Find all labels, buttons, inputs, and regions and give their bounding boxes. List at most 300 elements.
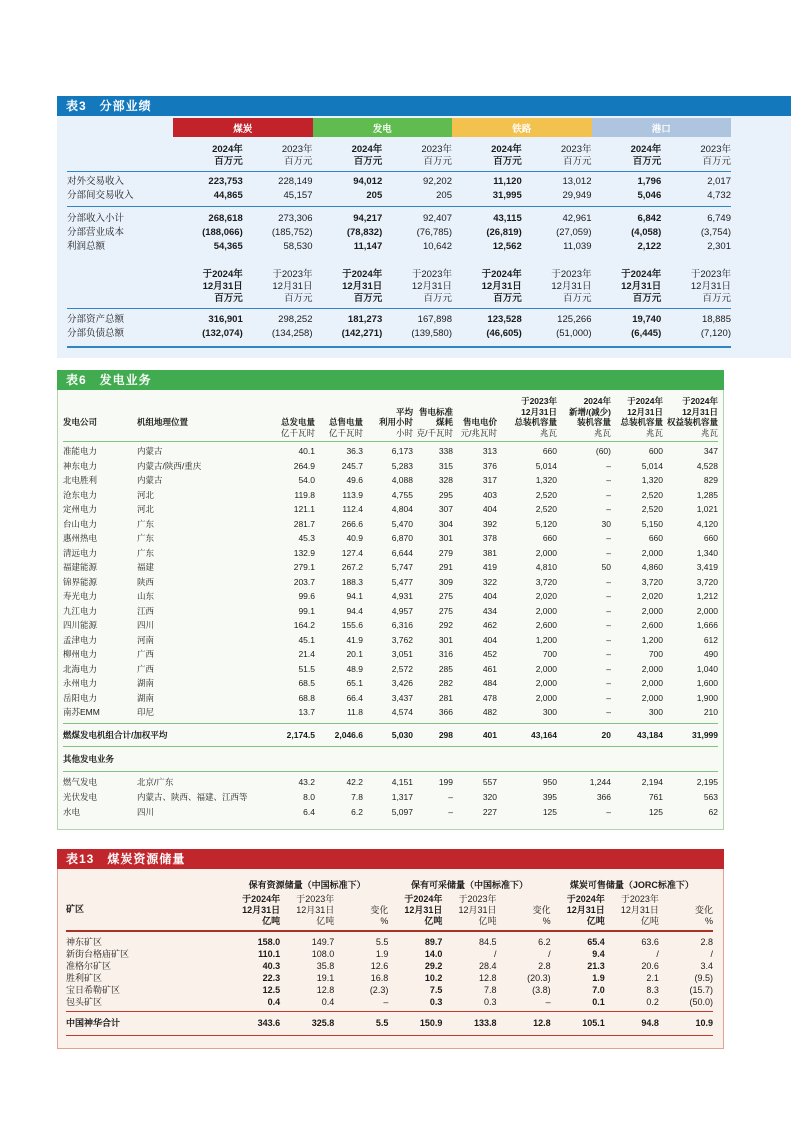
header-unit: 兆瓦 xyxy=(700,427,718,438)
table6-total-row xyxy=(63,723,718,748)
company-name: 北海电力 xyxy=(63,663,98,674)
header-line: 于2023年 xyxy=(296,894,335,904)
cell: – xyxy=(606,533,611,543)
cell: 7.0 xyxy=(592,985,605,995)
segment-label: 港口 xyxy=(651,123,671,135)
header-line: 12月31日 xyxy=(296,905,335,915)
group-spacer xyxy=(66,869,226,891)
cell: 2,520 xyxy=(641,504,663,514)
date-line: 12月31日 xyxy=(272,281,313,292)
header-line: 机组地理位置 xyxy=(137,416,189,427)
cell: / xyxy=(548,949,551,959)
page-content xyxy=(57,96,791,1049)
total-cell: 20 xyxy=(601,729,611,740)
cell: – xyxy=(606,649,611,659)
plant-location: 陕西 xyxy=(137,576,155,587)
cell: 19.1 xyxy=(316,973,335,983)
company-name: 永州电力 xyxy=(63,678,98,688)
table-row xyxy=(67,212,731,226)
cell: 612 xyxy=(703,634,718,645)
date-line: 百万元 xyxy=(632,293,662,304)
cell: 4,755 xyxy=(391,489,413,500)
total-cell: 12.8 xyxy=(533,1018,551,1028)
table-row xyxy=(66,936,713,948)
cell: 281.7 xyxy=(293,518,315,529)
mine-name: 宝日希勒矿区 xyxy=(66,985,121,995)
cell: 6.4 xyxy=(303,807,315,817)
column-header xyxy=(611,390,663,441)
cell: – xyxy=(606,620,611,630)
date-line: 12月31日 xyxy=(690,281,731,292)
plant-location: 河北 xyxy=(137,489,155,500)
cell: – xyxy=(383,997,389,1007)
sub-column-header xyxy=(442,891,496,930)
reserve-group-label: 保有可采储量（中国标准下） xyxy=(410,880,528,890)
table-row xyxy=(63,502,718,517)
cell: 304 xyxy=(438,518,453,529)
table13-group-header xyxy=(66,869,713,891)
cell: 10,642 xyxy=(422,241,452,252)
date-line: 百万元 xyxy=(283,293,313,304)
segment-header-railway xyxy=(452,118,592,137)
cell: – xyxy=(606,576,611,587)
year-label: 2023年 xyxy=(560,144,592,155)
total-cell: 298 xyxy=(438,729,453,740)
cell: – xyxy=(606,605,611,616)
table-row xyxy=(66,972,713,984)
cell: 273,306 xyxy=(278,213,313,224)
cell: 1,320 xyxy=(641,475,663,485)
header-line: 利用小时 xyxy=(378,417,413,427)
cell: 5,150 xyxy=(641,518,663,529)
table3-segment-color-header xyxy=(67,116,731,137)
cell: – xyxy=(606,475,611,485)
cell: – xyxy=(606,807,611,817)
table-row xyxy=(63,691,718,706)
cell: – xyxy=(448,792,453,802)
cell: 2,000 xyxy=(535,678,557,688)
sub-column-header xyxy=(280,891,334,930)
cell: 6.2 xyxy=(351,807,363,817)
cell: 1,666 xyxy=(696,620,718,630)
cell: 227 xyxy=(482,807,497,817)
plant-location: 广东 xyxy=(137,518,155,529)
table-row xyxy=(63,662,718,677)
cell: 44,865 xyxy=(213,190,243,201)
total-cell: 2,174.5 xyxy=(286,729,315,740)
date-line: 于2024年 xyxy=(202,269,243,280)
plant-location: 四川 xyxy=(137,620,155,630)
cell: – xyxy=(606,591,611,601)
year-2024-header xyxy=(313,137,383,171)
cell: 181,273 xyxy=(347,314,383,325)
cell: 30 xyxy=(601,518,611,529)
date-2024-header xyxy=(452,262,522,308)
header-line: 2024年 xyxy=(583,396,611,406)
cell: 3,720 xyxy=(696,576,718,587)
row-label: 分部营业成本 xyxy=(67,227,125,238)
year-label: 2024年 xyxy=(212,144,243,155)
total-cell: 133.8 xyxy=(474,1018,497,1028)
cell: – xyxy=(606,460,611,471)
company-name: 台山电力 xyxy=(63,518,98,529)
cell: 11.8 xyxy=(347,707,363,717)
cell: 2,572 xyxy=(391,663,413,674)
header-line: 售电电价 xyxy=(462,417,497,427)
table-row xyxy=(67,313,731,327)
table-row xyxy=(63,705,718,720)
cell: 199 xyxy=(438,777,453,787)
cell: 5,470 xyxy=(391,518,413,529)
cell: 65.1 xyxy=(346,678,363,688)
cell: 99.6 xyxy=(298,591,315,601)
cell: 300 xyxy=(542,707,557,717)
table-row xyxy=(63,775,718,790)
cell: 3,051 xyxy=(391,649,413,659)
sub-column-header xyxy=(497,891,551,930)
cell: 66.4 xyxy=(346,692,363,703)
header-unit: 亿吨 xyxy=(586,916,605,926)
table13-coal-reserves xyxy=(57,849,724,1049)
cell: 2,000 xyxy=(535,663,557,674)
cell: 11,120 xyxy=(493,176,522,187)
column-header xyxy=(663,390,718,441)
cell: 12.8 xyxy=(316,985,335,995)
cell: 395 xyxy=(542,792,557,802)
cell: 0.4 xyxy=(267,997,281,1007)
cell: 403 xyxy=(482,489,497,500)
cell: 7.8 xyxy=(484,985,497,995)
cell: 4,931 xyxy=(391,591,413,601)
cell: 12,562 xyxy=(492,241,522,252)
total-cell: 150.9 xyxy=(419,1018,443,1028)
cell: 113.9 xyxy=(342,489,363,500)
cell: (134,258) xyxy=(271,328,313,339)
header-unit: 兆瓦 xyxy=(539,427,557,438)
cell: 94,217 xyxy=(353,213,383,224)
column-header xyxy=(265,390,315,441)
plant-location: 广东 xyxy=(137,547,155,558)
cell: 557 xyxy=(482,777,497,787)
date-line: 百万元 xyxy=(353,293,383,304)
header-unit: 兆瓦 xyxy=(645,427,663,438)
header-unit: 亿吨 xyxy=(478,916,497,926)
table-row xyxy=(67,327,731,341)
year-2024-header xyxy=(452,137,522,171)
cell: (132,074) xyxy=(202,328,243,339)
cell: 2,000 xyxy=(535,605,557,616)
cell: 49.6 xyxy=(346,475,363,485)
table6-other-section-header xyxy=(63,747,718,772)
row-label: 对外交易收入 xyxy=(67,176,125,187)
column-header xyxy=(557,390,611,441)
plant-location: 广西 xyxy=(137,649,155,659)
cell: 164.2 xyxy=(293,620,315,630)
cell: 462 xyxy=(482,620,497,630)
cell: 84.5 xyxy=(479,937,497,947)
cell: 660 xyxy=(648,533,663,543)
cell: 1,212 xyxy=(696,591,718,601)
company-name: 锦界能源 xyxy=(63,576,98,587)
table-row xyxy=(63,531,718,546)
cell: 2,194 xyxy=(641,777,663,787)
table13-sub-header xyxy=(66,891,713,932)
cell: 6,749 xyxy=(707,213,731,224)
column-header xyxy=(363,390,413,441)
table6-other-section-label: 其他发电业务 xyxy=(63,754,115,764)
cell: 40.1 xyxy=(298,446,315,456)
cell: 285 xyxy=(438,663,453,674)
cell: 2,000 xyxy=(696,605,718,616)
cell: 5,747 xyxy=(391,562,413,572)
cell: 0.4 xyxy=(321,997,335,1007)
cell: 4,804 xyxy=(391,504,413,514)
cell: 4,120 xyxy=(696,518,718,529)
cell: 2,000 xyxy=(535,547,557,558)
table6-title-bar xyxy=(57,370,724,390)
table6-body xyxy=(57,390,724,830)
plant-location: 内蒙古/陕西/重庆 xyxy=(137,460,202,471)
cell: 3,426 xyxy=(391,678,413,688)
header-line: 售电标准 xyxy=(418,406,453,417)
cell: 6,644 xyxy=(391,547,413,558)
plant-location: 湖南 xyxy=(137,692,155,703)
cell: 45.3 xyxy=(298,533,315,543)
total-cell: 5.5 xyxy=(375,1018,389,1028)
date-line: 百万元 xyxy=(214,293,243,304)
table3-date-header xyxy=(67,262,731,309)
cell: 338 xyxy=(438,446,453,456)
cell: 298,252 xyxy=(278,314,313,325)
company-name: 九江电力 xyxy=(63,605,98,616)
table6-column-header xyxy=(63,390,718,442)
segment-header-port xyxy=(592,118,732,137)
cell: 7.8 xyxy=(351,792,363,802)
cell: 315 xyxy=(438,460,453,471)
cell: 210 xyxy=(703,707,718,717)
cell: 89.7 xyxy=(424,937,443,947)
cell: 13,012 xyxy=(562,176,592,187)
table-row xyxy=(67,175,731,189)
cell: 42,961 xyxy=(562,213,592,224)
cell: 18,885 xyxy=(701,314,731,325)
cell: 22.3 xyxy=(262,973,281,983)
header-line: 于2023年 xyxy=(521,396,557,406)
cell: 2,600 xyxy=(641,620,663,630)
cell: 1,200 xyxy=(535,634,557,645)
header-unit: % xyxy=(380,916,389,926)
mine-name: 新街台格庙矿区 xyxy=(66,949,130,959)
plant-location: 内蒙古、陕西、福建、江西等 xyxy=(137,792,248,802)
cell: 1,040 xyxy=(696,663,718,674)
company-name: 岳阳电力 xyxy=(63,692,98,703)
cell: (50.0) xyxy=(689,997,713,1007)
year-label: 2024年 xyxy=(351,144,383,155)
cell: 2,520 xyxy=(535,504,557,514)
segment-label: 煤炭 xyxy=(233,123,253,135)
cell: – xyxy=(606,678,611,688)
cell: (51,000) xyxy=(556,328,592,339)
table3-balance-block xyxy=(67,309,731,348)
cell: 43,115 xyxy=(493,213,522,224)
cell: 281 xyxy=(438,692,453,703)
column-header xyxy=(413,390,453,441)
cell: 2,017 xyxy=(707,176,731,187)
row-label: 分部收入小计 xyxy=(67,213,125,224)
table13-title: 表13 煤炭资源储量 xyxy=(66,852,186,866)
cell: 6,173 xyxy=(391,446,413,456)
cell: 92,407 xyxy=(422,213,452,224)
cell: 12.8 xyxy=(479,973,497,983)
segment-header-power xyxy=(313,118,453,137)
segment-label: 发电 xyxy=(372,123,392,135)
date-line: 百万元 xyxy=(423,293,452,304)
cell: (3,754) xyxy=(700,227,731,238)
cell: 11,147 xyxy=(353,241,383,252)
cell: (188,066) xyxy=(202,227,243,238)
cell: 300 xyxy=(648,707,663,717)
unit-label: 百万元 xyxy=(283,156,313,167)
total-cell: 43,184 xyxy=(637,729,663,740)
cell: 4,732 xyxy=(707,190,731,201)
table6-power-generation xyxy=(57,370,724,830)
header-unit: 亿吨 xyxy=(424,916,443,926)
cell: – xyxy=(606,692,611,703)
cell: 2,000 xyxy=(535,692,557,703)
cell: 4,528 xyxy=(696,460,718,471)
cell: (26,819) xyxy=(486,227,522,238)
cell: 132.9 xyxy=(293,547,315,558)
segment-header-coal xyxy=(173,118,313,137)
cell: 490 xyxy=(703,649,718,659)
cell: 245.7 xyxy=(341,460,363,471)
header-unit: 元/兆瓦时 xyxy=(460,427,497,438)
cell: 5,283 xyxy=(391,460,413,471)
row-label: 分部间交易收入 xyxy=(67,190,134,201)
date-line: 12月31日 xyxy=(481,281,522,292)
cell: 2,122 xyxy=(637,241,662,252)
date-2023-header xyxy=(522,262,592,308)
table-row xyxy=(63,459,718,474)
year-label: 2024年 xyxy=(630,144,662,155)
company-name: 柳州电力 xyxy=(63,649,98,659)
header-line: 变化 xyxy=(532,905,551,915)
sub-column-header xyxy=(551,891,605,930)
table-row xyxy=(63,575,718,590)
plant-location: 广东 xyxy=(137,533,155,543)
header-line: 新增/(减少) xyxy=(568,406,611,417)
reserve-group-label: 煤炭可售储量（JORC标准下） xyxy=(569,880,694,890)
cell: 125 xyxy=(648,807,663,817)
cell: (78,832) xyxy=(346,227,383,238)
cell: 1.9 xyxy=(592,973,605,983)
cell: 275 xyxy=(438,591,453,601)
unit-label: 百万元 xyxy=(632,156,662,167)
table3-year-header xyxy=(67,137,731,172)
cell: 12.5 xyxy=(262,985,281,995)
cell: 3,720 xyxy=(641,576,663,587)
date-line: 12月31日 xyxy=(411,281,452,292)
cell: 21.3 xyxy=(587,961,605,971)
total-label: 中国神华合计 xyxy=(66,1018,121,1028)
cell: 4,151 xyxy=(391,777,413,787)
cell: 203.7 xyxy=(293,576,315,587)
cell: 301 xyxy=(438,533,453,543)
cell: 94,012 xyxy=(353,176,383,187)
cell: 404 xyxy=(482,591,497,601)
cell: 1,320 xyxy=(535,475,557,485)
cell: 6,842 xyxy=(637,213,662,224)
date-line: 12月31日 xyxy=(342,281,383,292)
year-label: 2024年 xyxy=(491,144,522,155)
cell: 268,618 xyxy=(208,213,243,224)
plant-location: 江西 xyxy=(137,605,155,616)
cell: 13.7 xyxy=(298,707,315,717)
table6-coal-rows xyxy=(63,442,718,720)
cell: 1,021 xyxy=(696,504,718,514)
cell: 54,365 xyxy=(213,241,243,252)
header-line: 12月31日 xyxy=(566,905,605,915)
cell: 149.7 xyxy=(311,937,335,947)
column-header xyxy=(137,390,265,441)
date-line: 于2024年 xyxy=(342,269,383,280)
cell: 660 xyxy=(703,533,718,543)
plant-location: 河北 xyxy=(137,504,155,514)
company-name: 准能电力 xyxy=(63,446,98,456)
cell: 94.1 xyxy=(346,591,363,601)
total-cell: 343.6 xyxy=(257,1018,281,1028)
table-row xyxy=(63,473,718,488)
cell: 94.4 xyxy=(346,605,363,616)
cell: 9.4 xyxy=(592,949,605,959)
date-2024-header xyxy=(313,262,383,308)
date-2023-header xyxy=(243,262,313,308)
cell: – xyxy=(606,663,611,674)
header-unit: 亿吨 xyxy=(640,916,659,926)
unit-label: 百万元 xyxy=(493,156,522,167)
cell: 205 xyxy=(366,190,383,201)
cell: 1,340 xyxy=(696,547,718,558)
year-2023-header xyxy=(243,137,313,171)
header-line: 12月31日 xyxy=(682,406,718,417)
row-label: 分部资产总额 xyxy=(67,314,125,325)
cell: 125 xyxy=(542,807,557,817)
year-2024-header xyxy=(173,137,243,171)
date-line: 12月31日 xyxy=(621,281,662,292)
cell: 279 xyxy=(438,547,453,558)
table6-other-rows xyxy=(63,772,718,820)
total-cell: 325.8 xyxy=(311,1018,335,1028)
cell: 2,020 xyxy=(535,591,557,601)
cell: (142,271) xyxy=(341,328,383,339)
company-name: 孟津电力 xyxy=(63,634,98,645)
table-row xyxy=(63,589,718,604)
year-label: 2023年 xyxy=(700,144,731,155)
plant-location: 四川 xyxy=(137,807,155,817)
cell: 266.6 xyxy=(341,518,363,529)
header-line: 12月31日 xyxy=(242,905,281,915)
cell: (46,605) xyxy=(486,328,522,339)
cell: – xyxy=(606,504,611,514)
cell: 292 xyxy=(438,620,453,630)
cell: 223,753 xyxy=(208,176,243,187)
date-2023-header xyxy=(661,262,731,308)
header-line: 平均 xyxy=(395,406,413,417)
cell: 301 xyxy=(438,634,453,645)
plant-location: 内蒙古 xyxy=(137,446,163,456)
company-name: 神东电力 xyxy=(63,460,98,471)
date-line: 百万元 xyxy=(562,293,592,304)
